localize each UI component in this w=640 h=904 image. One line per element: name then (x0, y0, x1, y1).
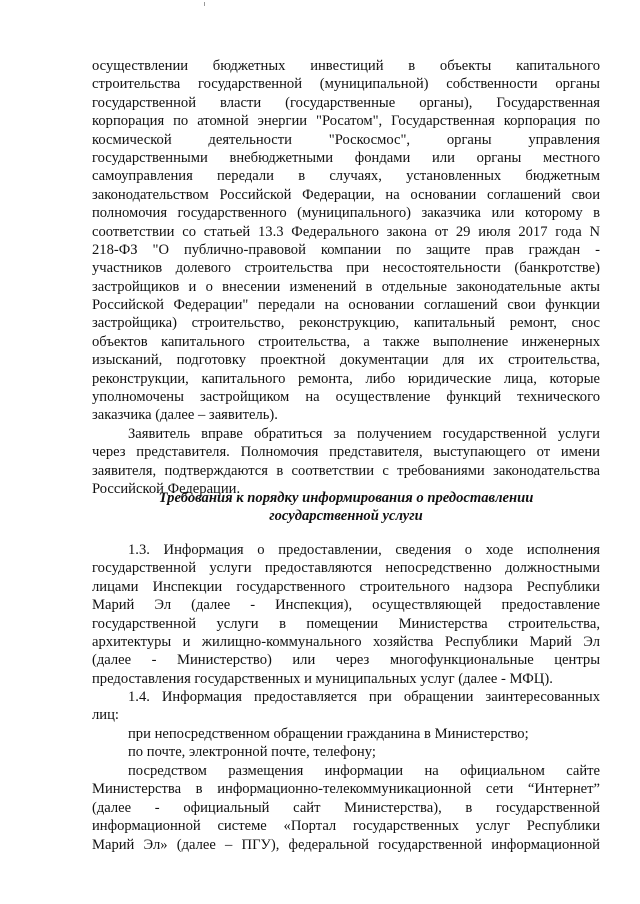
text-line: космической деятельности "Роскосмос", органы управления (92, 131, 600, 148)
text-line: застройщиков и о внесении изменений в отдельные законодательные акты (92, 278, 600, 295)
text-line: государственными внебюджетными фондами или органы местного (92, 149, 600, 166)
list-item: по почте, электронной почте, телефону; (128, 744, 376, 761)
text-line: объектов капитального строительства, а также выполнение инженерных (92, 333, 600, 350)
text-line: полномочия государственного (муниципального) заказчика или которому в (92, 205, 600, 222)
text-line: лиц: (92, 707, 119, 724)
text-line: Марий Эл (далее - Инспекция), осуществляющей предоставление (92, 597, 600, 614)
text-line: заявителя, подтверждаются в соответствии с требованиями законодательства (92, 462, 600, 479)
heading-line: Требования к порядку информирования о предоставлении (158, 490, 534, 506)
text-line: Марий Эл» (далее – ПГУ), федеральной государственной информационной (92, 836, 600, 853)
text-line: государственной власти (государственные органы), Государственная (92, 94, 600, 111)
list-item: при непосредственном обращении гражданина в Министерство; (128, 725, 529, 742)
paragraph-applicant-definition (92, 57, 600, 425)
text-line: осуществлении бюджетных инвестиций в объекты капитального (92, 58, 600, 74)
text-line: реконструкции, капитального ремонта, либо юридические лица, которые (92, 370, 600, 387)
paragraph-1-4 (92, 688, 600, 762)
text-line: соответствии со статьей 13.3 Федерального закона от 29 июля 2017 года N (92, 223, 600, 240)
text-line: государственной услуги в помещении Министерства строительства, (92, 615, 600, 632)
text-line: предоставления государственных и муниципальных услуг (далее - МФЦ). (92, 670, 553, 687)
text-line: самоуправления передали в случаях, установленных бюджетным (92, 168, 600, 185)
scan-mark (204, 2, 205, 6)
text-line: Министерства в информационно-телекоммуникационной сети “Интернет” (92, 781, 600, 798)
text-line: строительства государственной (муниципальной) собственности органы (92, 76, 600, 93)
text-line: информационной системе «Портал государственных услуг Республики (92, 818, 600, 835)
paragraph-representative (92, 425, 600, 499)
text-line: уполномочены застройщиком на осуществление функций технического (92, 389, 600, 406)
text-line: изысканий, подготовку проектной документации для их строительства, (92, 352, 600, 369)
text-line: 1.4. Информация предоставляется при обращении заинтересованных (128, 689, 600, 705)
text-line: посредством размещения информации на официальном сайте (128, 763, 600, 779)
text-line: государственной услуги предоставляются непосредственно должностными (92, 560, 600, 577)
heading-line: государственной услуги (269, 508, 423, 525)
text-line: застройщика) строительство, реконструкцию, капитальный ремонт, снос (92, 315, 600, 332)
text-line: корпорация по атомной энергии "Росатом", Государственная корпорация по (92, 113, 600, 130)
paragraph-website (92, 762, 600, 854)
section-heading (92, 489, 600, 526)
text-line: через представителя. Полномочия представителя, выступающего от имени (92, 444, 600, 461)
paragraph-1-3 (92, 541, 600, 688)
text-line: участников долевого строительства при несостоятельности (банкротстве) (92, 260, 600, 277)
text-line: лицами Инспекции государственного строительного надзора Республики (92, 578, 600, 595)
text-line: 1.3. Информация о предоставлении, сведения о ходе исполнения (128, 542, 600, 558)
text-line: (далее - официальный сайт Министерства), в государственной (92, 799, 600, 816)
text-line: Российской Федерации. (92, 481, 241, 498)
text-line: (далее - Министерство) или через многофункциональные центры (92, 652, 600, 669)
text-line: Российской Федерации" передали на основании соглашений свои функции (92, 297, 600, 314)
text-line: законодательством Российской Федерации, на основании соглашений свои (92, 186, 600, 203)
text-line: 218-ФЗ "О публично-правовой компании по защите прав граждан - (92, 241, 600, 258)
text-line: архитектуры и жилищно-коммунального хозяйства Республики Марий Эл (92, 633, 600, 650)
text-line: Заявитель вправе обратиться за получением государственной услуги (128, 426, 600, 442)
text-line: заказчика (далее – заявитель). (92, 407, 278, 424)
